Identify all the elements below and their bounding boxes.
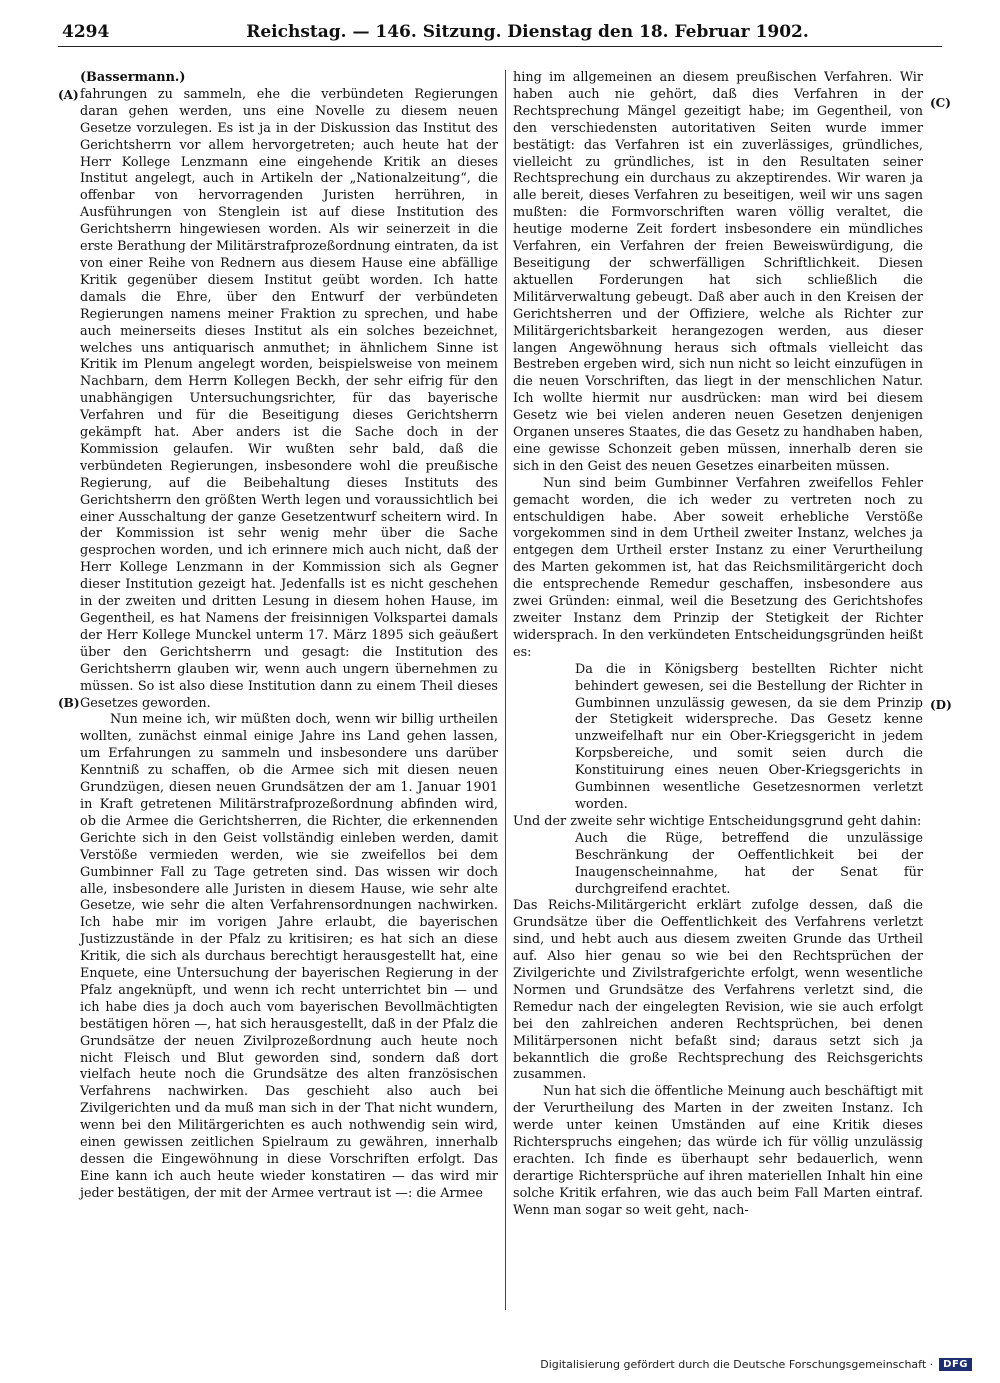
margin-marker-d: (D) xyxy=(930,698,952,712)
column-divider xyxy=(505,70,506,1310)
paragraph: Und der zweite sehr wichtige Entscheidungsgrund geht dahin: xyxy=(513,813,922,829)
left-column xyxy=(80,70,498,1203)
page-number: 4294 xyxy=(62,22,110,42)
margin-marker-c: (C) xyxy=(930,96,951,110)
block-quote: Auch die Rüge, betreffend die unzulässige Beschränkung der Oeffentlichkeit bei der Inaugenscheinnahme, hat der Senat für durchgreifend erachtet. xyxy=(575,830,923,897)
paragraph: Nun sind beim Gumbinner Verfahren zweifellos Fehler gemacht worden, die ich weder zu vertreten noch zu entschuldigen habe. Aber soweit erhebliche Verstöße vorgekommen sind in dem Urtheil zweiter Instanz, welches ja entgegen dem Urtheil erster Instanz zu einer Verurtheilung des Marten gekommen ist, hat das Reichsmilitärgericht doch die entsprechende Remedur geschaffen, insbesondere aus zwei Gründen: einmal, weil die Besetzung des Gerichtshofes zweiter Instanz dem Prinzip der Stetigkeit der Richter widersprach. In den verkündeten Entscheidungsgründen heißt es: xyxy=(513,475,923,660)
paragraph: fahrungen zu sammeln, ehe die verbündeten Regierungen daran gehen werden, uns eine Novelle zu diesem neuen Gesetze vorzulegen. Es ist ja in der Diskussion das Institut des Gerichtsherrn vor allem hervorgetreten; auch heute hat der Herr Kollege Lenzmann eine eingehende Kritik an dieses Institut angelegt, auch in Artikeln der „Nationalzeitung“, die offenbar von hervorragenden Juristen herrühren, in Ausführungen von Stenglein ist auf diese Institution des Gerichtsherrn hingewiesen worden. Als wir seinerzeit in die erste Berathung der Militärstrafprozeßordnung eintraten, da ist von einer Reihe von Rednern aus diesem Hause eine abfällige Kritik gegenüber diesem Institut geübt worden. Ich hatte damals die Ehre, über den Entwurf der verbündeten Regierungen namens meiner Fraktion zu sprechen, und habe auch meinerseits dieses Institut als ein solches bezeichnet, welches uns antiquarisch anmuthet; in ähnlichem Sinne ist Kritik im Plenum angelegt worden, beispielsweise von meinem Nachbarn, dem Herrn Kollegen Beckh, der sehr eifrig für den unabhängigen Untersuchungsrichter, für das bayerische Verfahren und für die Beseitigung dieses Gerichtsherrn gekämpft hat. Aber anders ist die Sache doch in der Kommission gelaufen. Wir wußten sehr bald, daß die verbündeten Regierungen, insbesondere wohl die preußische Regierung, auf die Beibehaltung dieses Instituts des Gerichtsherrn den größten Werth legen und voraussichtlich bei einer Ausschaltung der ganze Gesetzentwurf scheitern wird. In der Kommission ist sehr wenig mehr über die Sache gesprochen worden, und ich erinnere mich auch nicht, daß der Herr Kollege Lenzmann in der Kommission sich als Gegner dieser Institution gezeigt hat. Jedenfalls ist es nicht geschehen in der zweiten und dritten Lesung in diesem hohen Hause, im Gegentheil, es hat Namens der freisinnigen Volkspartei damals der Herr Kollege Munckel unterm 17. März 1895 sich geäußert über den Gerichtsherrn und gesagt: die Institution des Gerichtsherrn glauben wir, wenn auch ungern übernehmen zu müssen. So ist also diese Institution dann zu einem Theil dieses Gesetzes geworden. xyxy=(80,86,498,711)
speaker-name: (Bassermann.) xyxy=(80,70,186,85)
digitization-footer xyxy=(540,1358,972,1371)
paragraph: Nun meine ich, wir müßten doch, wenn wir billig urtheilen wollten, zunächst einmal einige Jahre ins Land gehen lassen, um Erfahrungen zu sammeln und insbesondere uns darüber Kenntniß zu schaffen, ob die Armee sich mit diesen neuen Grundzügen, diesen neuen Grundsätzen der am 1. Januar 1901 in Kraft getretenen Militärstrafprozeßordnung abfinden wird, ob die Armee die Gerichtsherren, die Richter, die erkennenden Gerichte sich in den Geist vollständig einleben werden, damit Verstöße vermieden werden, wie sie zweifellos bei dem Gumbinner Fall zu Tage getreten sind. Das wissen wir doch alle, insbesondere alle Juristen in diesem Hause, wie sehr alte Gesetze, wie sehr die alten Verfahrensordnungen nachwirken. Ich habe mir im vorigen Jahre erlaubt, die bayerischen Justizzustände in der Pfalz zu kritisiren; es hat sich an diese Kritik, die sich als durchaus berechtigt herausgestellt hat, eine Enquete, eine Untersuchung der bayerischen Regierung in der Pfalz angeknüpft, und wenn ich recht unterrichtet bin — und ich habe dies ja doch auch vom bayerischen Bevollmächtigten bestätigen hören —, hat sich herausgestellt, daß in der Pfalz die Grundsätze der neuen Zivilprozeßordnung auch heute noch nicht Fleisch und Blut geworden sind, sondern daß dort vielfach heute noch die Grundsätze des alten französischen Verfahrens nachwirken. Das geschieht also auch bei Zivilgerichten und da muß man sich in der That nicht wundern, wenn bei den Militärgerichten es auch nothwendig sein wird, einen gewissen zeitlichen Spielraum zu gewähren, innerhalb dessen die Eingewöhnung in diese Vorschriften erfolgt. Das Eine kann ich auch heute wieder konstatiren — das wird mir jeder bestätigen, der mit der Armee vertraut ist —: die Armee xyxy=(80,712,498,1201)
margin-marker-b: (B) xyxy=(58,696,80,710)
page-header xyxy=(62,22,938,46)
paragraph: hing im allgemeinen an diesem preußischen Verfahren. Wir haben auch nie gehört, daß dies Verfahren in der Rechtsprechung Mängel gezeitigt habe; im Gegentheil, von den verschiedensten autoritativen Seiten wurde immer bestätigt: das Verfahren ist ein zuverlässiges, gründliches, vielleicht zu gründliches, ist in den Resultaten seiner Rechtsprechung ein durchaus zu akzeptirendes. Wir waren ja alle bereit, dieses Verfahren zu beseitigen, weil wir uns sagen mußten: die Formvorschriften waren völlig veraltet, die heutige moderne Zeit fordert insbesondere ein mündliches Verfahren, ein Verfahren der freien Beweiswürdigung, die Beseitigung der schwerfälligen Schriftlichkeit. Diesen aktuellen Forderungen hat sich schließlich die Militärverwaltung gebeugt. Daß aber auch in den Kreisen der Gerichtsherren und der Offiziere, welche als Richter zur Militärgerichtsbarkeit herangezogen werden, aus dieser langen Angewöhnung heraus sich oftmals vielleicht das Bestreben ergeben wird, sich nun nicht so leicht einzufügen in die neuen Vorschriften, das liegt in der menschlichen Natur. Ich wollte hiermit nur ausdrücken: man wird bei diesem Gesetz wie bei vielen anderen neuen Gesetzen denjenigen Organen unseres Staates, die das Gesetz zu handhaben haben, eine gewisse Schonzeit geben müssen, innerhalb deren sie sich in den Geist des neuen Gesetzes einarbeiten müssen. xyxy=(513,70,923,474)
right-column xyxy=(513,70,923,1220)
paragraph: Das Reichs-Militärgericht erklärt zufolge dessen, daß die Grundsätze über die Oeffentlichkeit des Verfahrens verletzt sind, und hebt auch aus diesem zweiten Grunde das Urtheil auf. Also hier genau so wie bei den Rechtsprüchen der Zivilgerichte und Zivilstrafgerichte erfolgt, wenn wesentliche Normen und Grundsätze des Verfahrens verletzt sind, die Remedur nach der eingelegten Revision, wie sie auch erfolgt bei den zahlreichen anderen Rechtsprüchen, bei denen Militärpersonen nicht befaßt sind; daraus setzt sich ja bekanntlich die große Rechtsprechung des Reichsgerichts zusammen. xyxy=(513,898,923,1083)
footer-text: Digitalisierung gefördert durch die Deutsche Forschungsgemeinschaft · xyxy=(540,1358,934,1371)
running-title: Reichstag. — 146. Sitzung. Dienstag den 18. Februar 1902. xyxy=(246,22,809,42)
paragraph: Nun hat sich die öffentliche Meinung auch beschäftigt mit der Verurtheilung des Marten in der zweiten Instanz. Ich werde unter keinen Umständen auf eine Kritik dieses Richterspruchs eingehen; das würde ich für völlig unzulässig erachten. Ich finde es überhaupt sehr bedauerlich, wenn derartige Richtersprüche auf ihren materiellen Inhalt hin eine solche Kritik erfahren, wie das auch beim Fall Marten eintraf. Wenn man sogar so weit geht, nach- xyxy=(513,1084,923,1218)
header-rule xyxy=(58,46,942,47)
margin-marker-a: (A) xyxy=(58,88,79,102)
block-quote: Da die in Königsberg bestellten Richter nicht behindert gewesen, sei die Bestellung der Richter in Gumbinnen unzulässig gewesen, da sie dem Prinzip der Stetigkeit widerspreche. Das Gesetz kenne unzweifelhaft nur ein Ober-Kriegsgericht in jedem Korpsbereiche, und somit seien durch die Konstituirung eines neuen Ober-Kriegsgerichts in Gumbinnen wesentliche Gesetzesnormen verletzt worden. xyxy=(575,661,923,812)
dfg-logo: DFG xyxy=(939,1358,972,1371)
